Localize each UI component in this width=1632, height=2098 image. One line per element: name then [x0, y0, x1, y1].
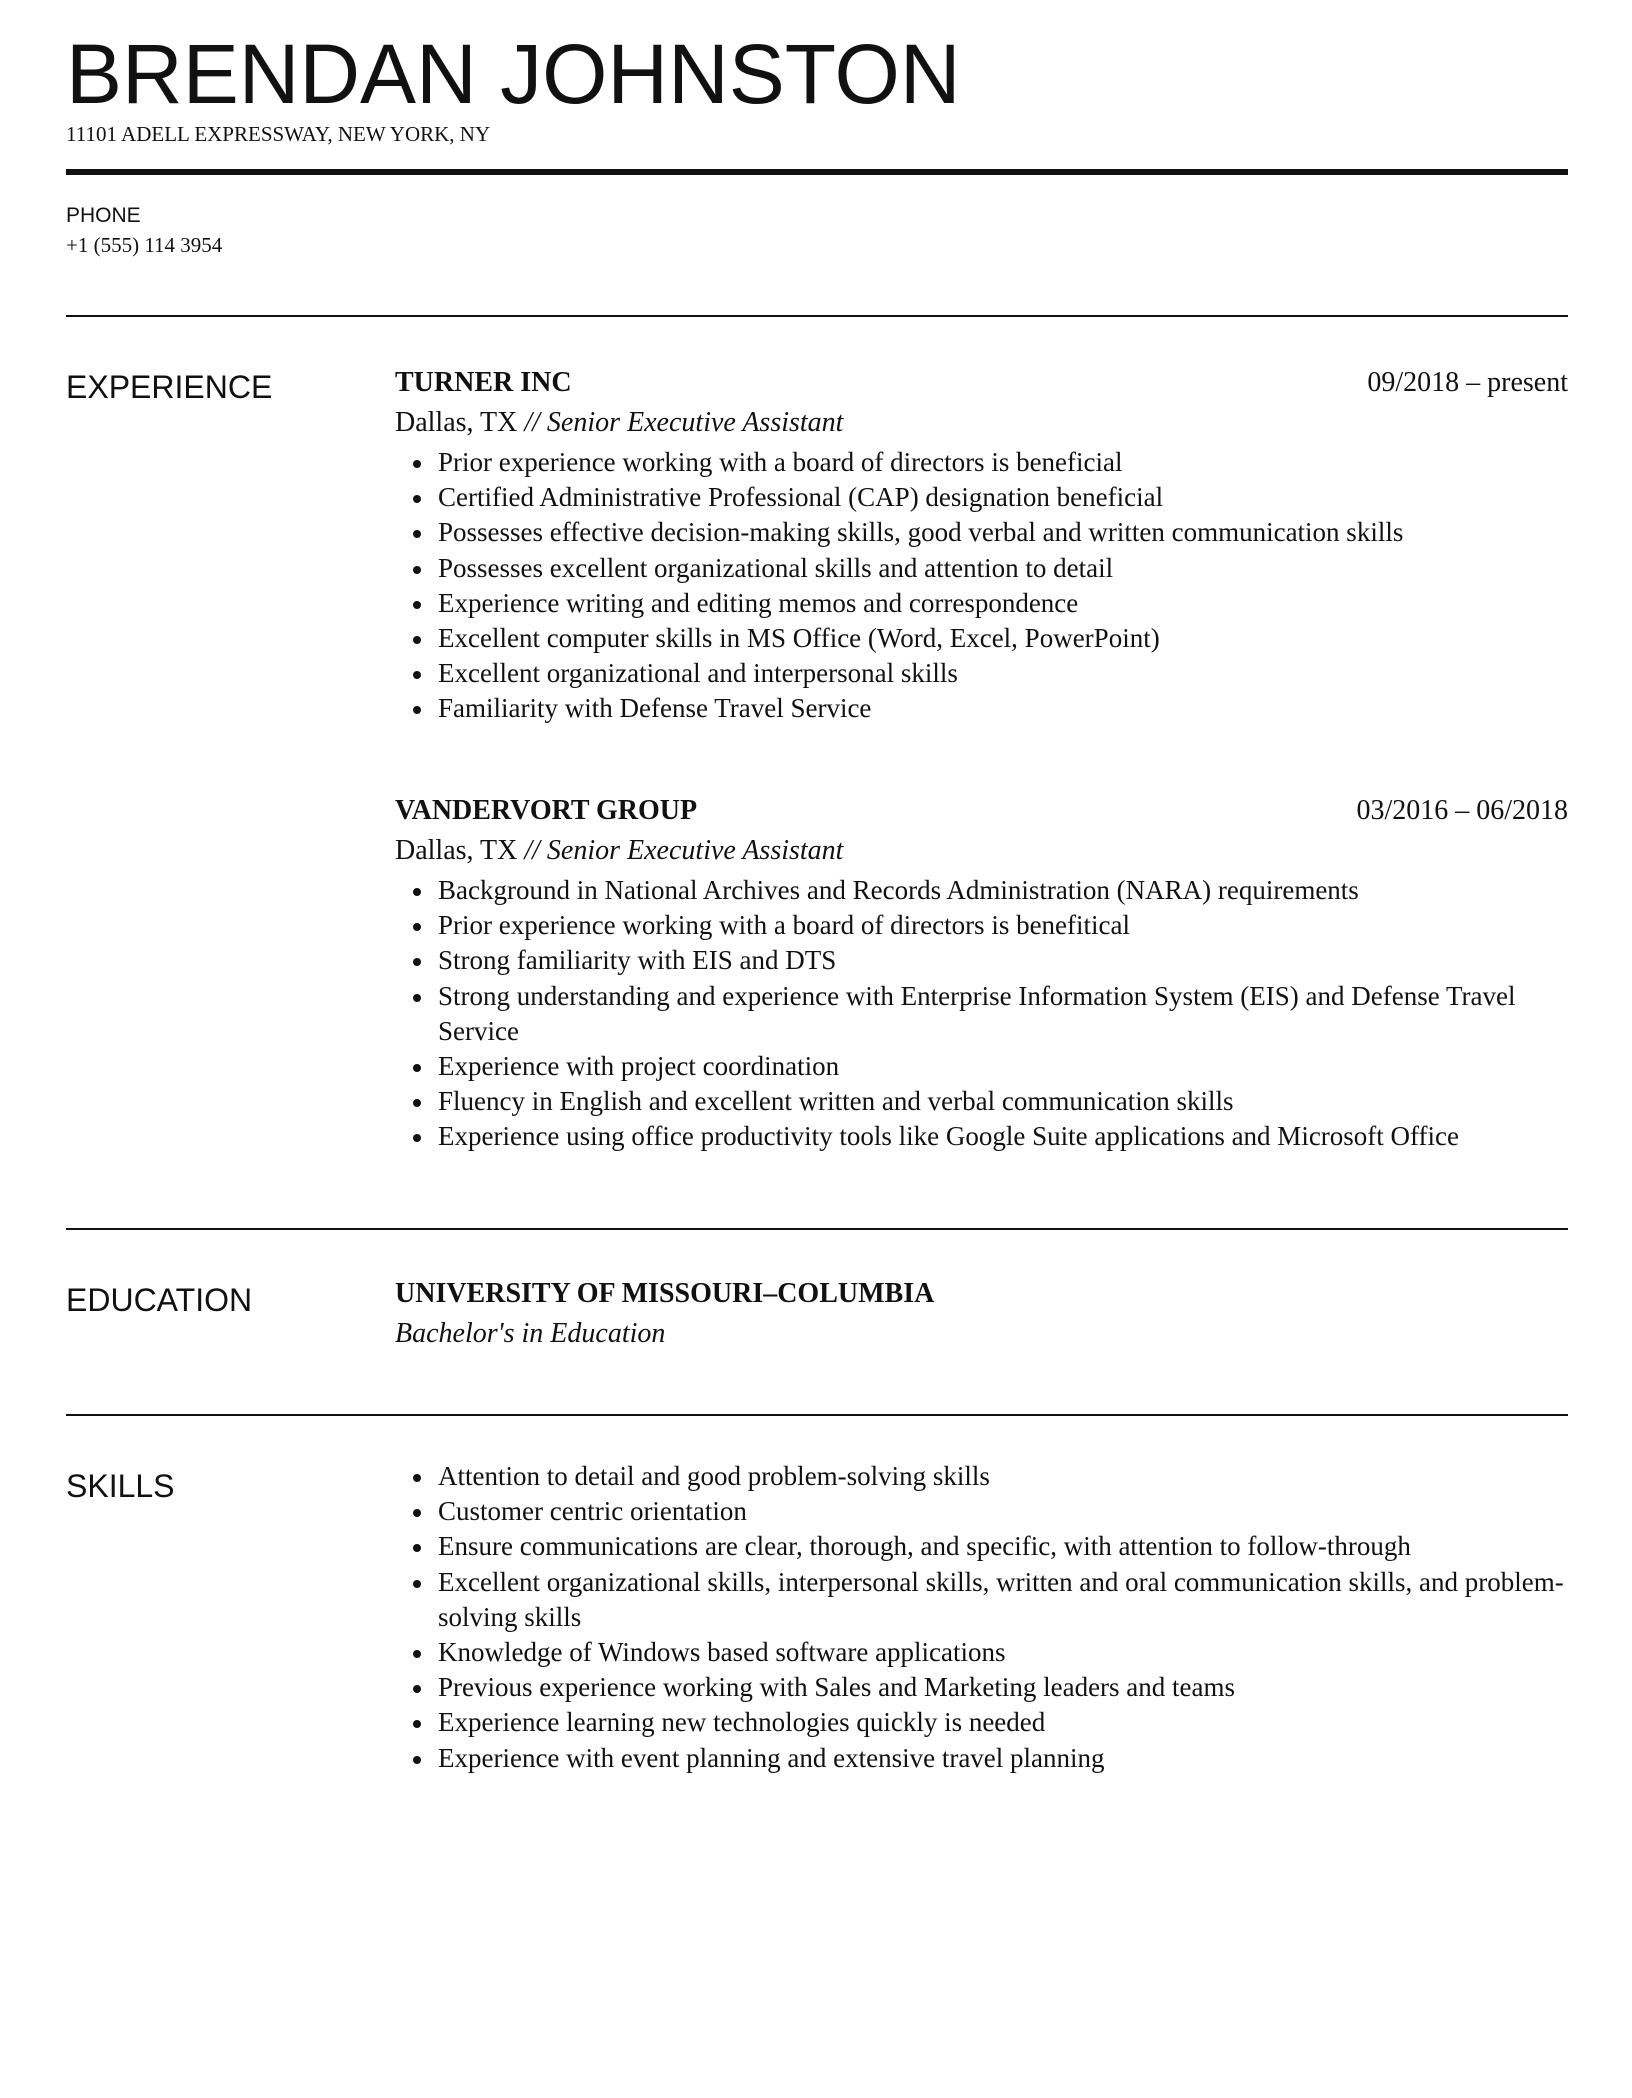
skill-item: Knowledge of Windows based software applications	[395, 1635, 1568, 1670]
job-bullet: Possesses effective decision-making skills, good verbal and written communication skills	[395, 515, 1568, 550]
job-bullet: Fluency in English and excellent written and verbal communication skills	[395, 1084, 1568, 1119]
job-bullet: Experience using office productivity tools like Google Suite applications and Microsoft Office	[395, 1119, 1568, 1154]
job-header	[395, 793, 1568, 833]
job-bullet: Familiarity with Defense Travel Service	[395, 691, 1568, 726]
job-bullet: Possesses excellent organizational skills and attention to detail	[395, 551, 1568, 586]
job-bullet: Excellent computer skills in MS Office (Word, Excel, PowerPoint)	[395, 621, 1568, 656]
skill-item: Customer centric orientation	[395, 1494, 1568, 1529]
job-subline	[395, 833, 1568, 869]
job-dates: 03/2016 – 06/2018	[1356, 795, 1568, 826]
education-entry	[395, 1276, 1568, 1352]
section-divider	[66, 315, 1568, 317]
skill-item: Previous experience working with Sales and Marketing leaders and teams	[395, 1670, 1568, 1705]
skill-item: Attention to detail and good problem-solving skills	[395, 1459, 1568, 1494]
job-bullet: Prior experience working with a board of directors is benefitical	[395, 908, 1568, 943]
job-dates: 09/2018 – present	[1367, 367, 1568, 398]
job-company: TURNER INC	[395, 367, 572, 398]
job-location: Dallas, TX	[395, 835, 518, 866]
education-school: UNIVERSITY OF MISSOURI–COLUMBIA	[395, 1278, 935, 1309]
job-bullets	[395, 445, 1568, 727]
job-bullet: Strong understanding and experience with Enterprise Information System (EIS) and Defense Travel Service	[395, 979, 1568, 1049]
job-subline	[395, 405, 1568, 441]
skill-item: Experience learning new technologies quickly is needed	[395, 1705, 1568, 1740]
job-role: Senior Executive Assistant	[546, 835, 844, 866]
job-bullet: Certified Administrative Professional (CAP) designation beneficial	[395, 480, 1568, 515]
job-separator: //	[517, 407, 547, 438]
job-bullet: Prior experience working with a board of directors is beneficial	[395, 445, 1568, 480]
job-separator: //	[517, 835, 547, 866]
phone-value: +1 (555) 114 3954	[66, 233, 223, 257]
skills-list	[395, 1459, 1568, 1776]
job-bullet: Experience with project coordination	[395, 1049, 1568, 1084]
skills-section-title: SKILLS	[66, 1468, 175, 1504]
skill-item: Experience with event planning and extensive travel planning	[395, 1741, 1568, 1776]
experience-section-title: EXPERIENCE	[66, 369, 273, 405]
job-role: Senior Executive Assistant	[546, 407, 844, 438]
section-divider	[66, 1414, 1568, 1416]
job-entry	[395, 365, 1568, 727]
education-degree: Bachelor's in Education	[395, 1318, 666, 1349]
skills-entry	[395, 1459, 1568, 1776]
skill-item: Excellent organizational skills, interpersonal skills, written and oral communication skills, and problem-solving skills	[395, 1565, 1568, 1635]
section-divider	[66, 1228, 1568, 1230]
job-bullet: Excellent organizational and interpersonal skills	[395, 656, 1568, 691]
job-bullet: Experience writing and editing memos and correspondence	[395, 586, 1568, 621]
candidate-address: 11101 ADELL EXPRESSWAY, NEW YORK, NY	[66, 122, 491, 146]
header-divider	[66, 169, 1568, 175]
skill-item: Ensure communications are clear, thorough, and specific, with attention to follow-through	[395, 1529, 1568, 1564]
job-header	[395, 365, 1568, 405]
job-company: VANDERVORT GROUP	[395, 795, 698, 826]
job-bullet: Strong familiarity with EIS and DTS	[395, 943, 1568, 978]
job-entry	[395, 793, 1568, 1155]
candidate-name: BRENDAN JOHNSTON	[66, 27, 961, 121]
job-location: Dallas, TX	[395, 407, 518, 438]
phone-label: PHONE	[66, 204, 141, 227]
job-bullets	[395, 873, 1568, 1155]
job-bullet: Background in National Archives and Records Administration (NARA) requirements	[395, 873, 1568, 908]
education-section-title: EDUCATION	[66, 1282, 253, 1318]
